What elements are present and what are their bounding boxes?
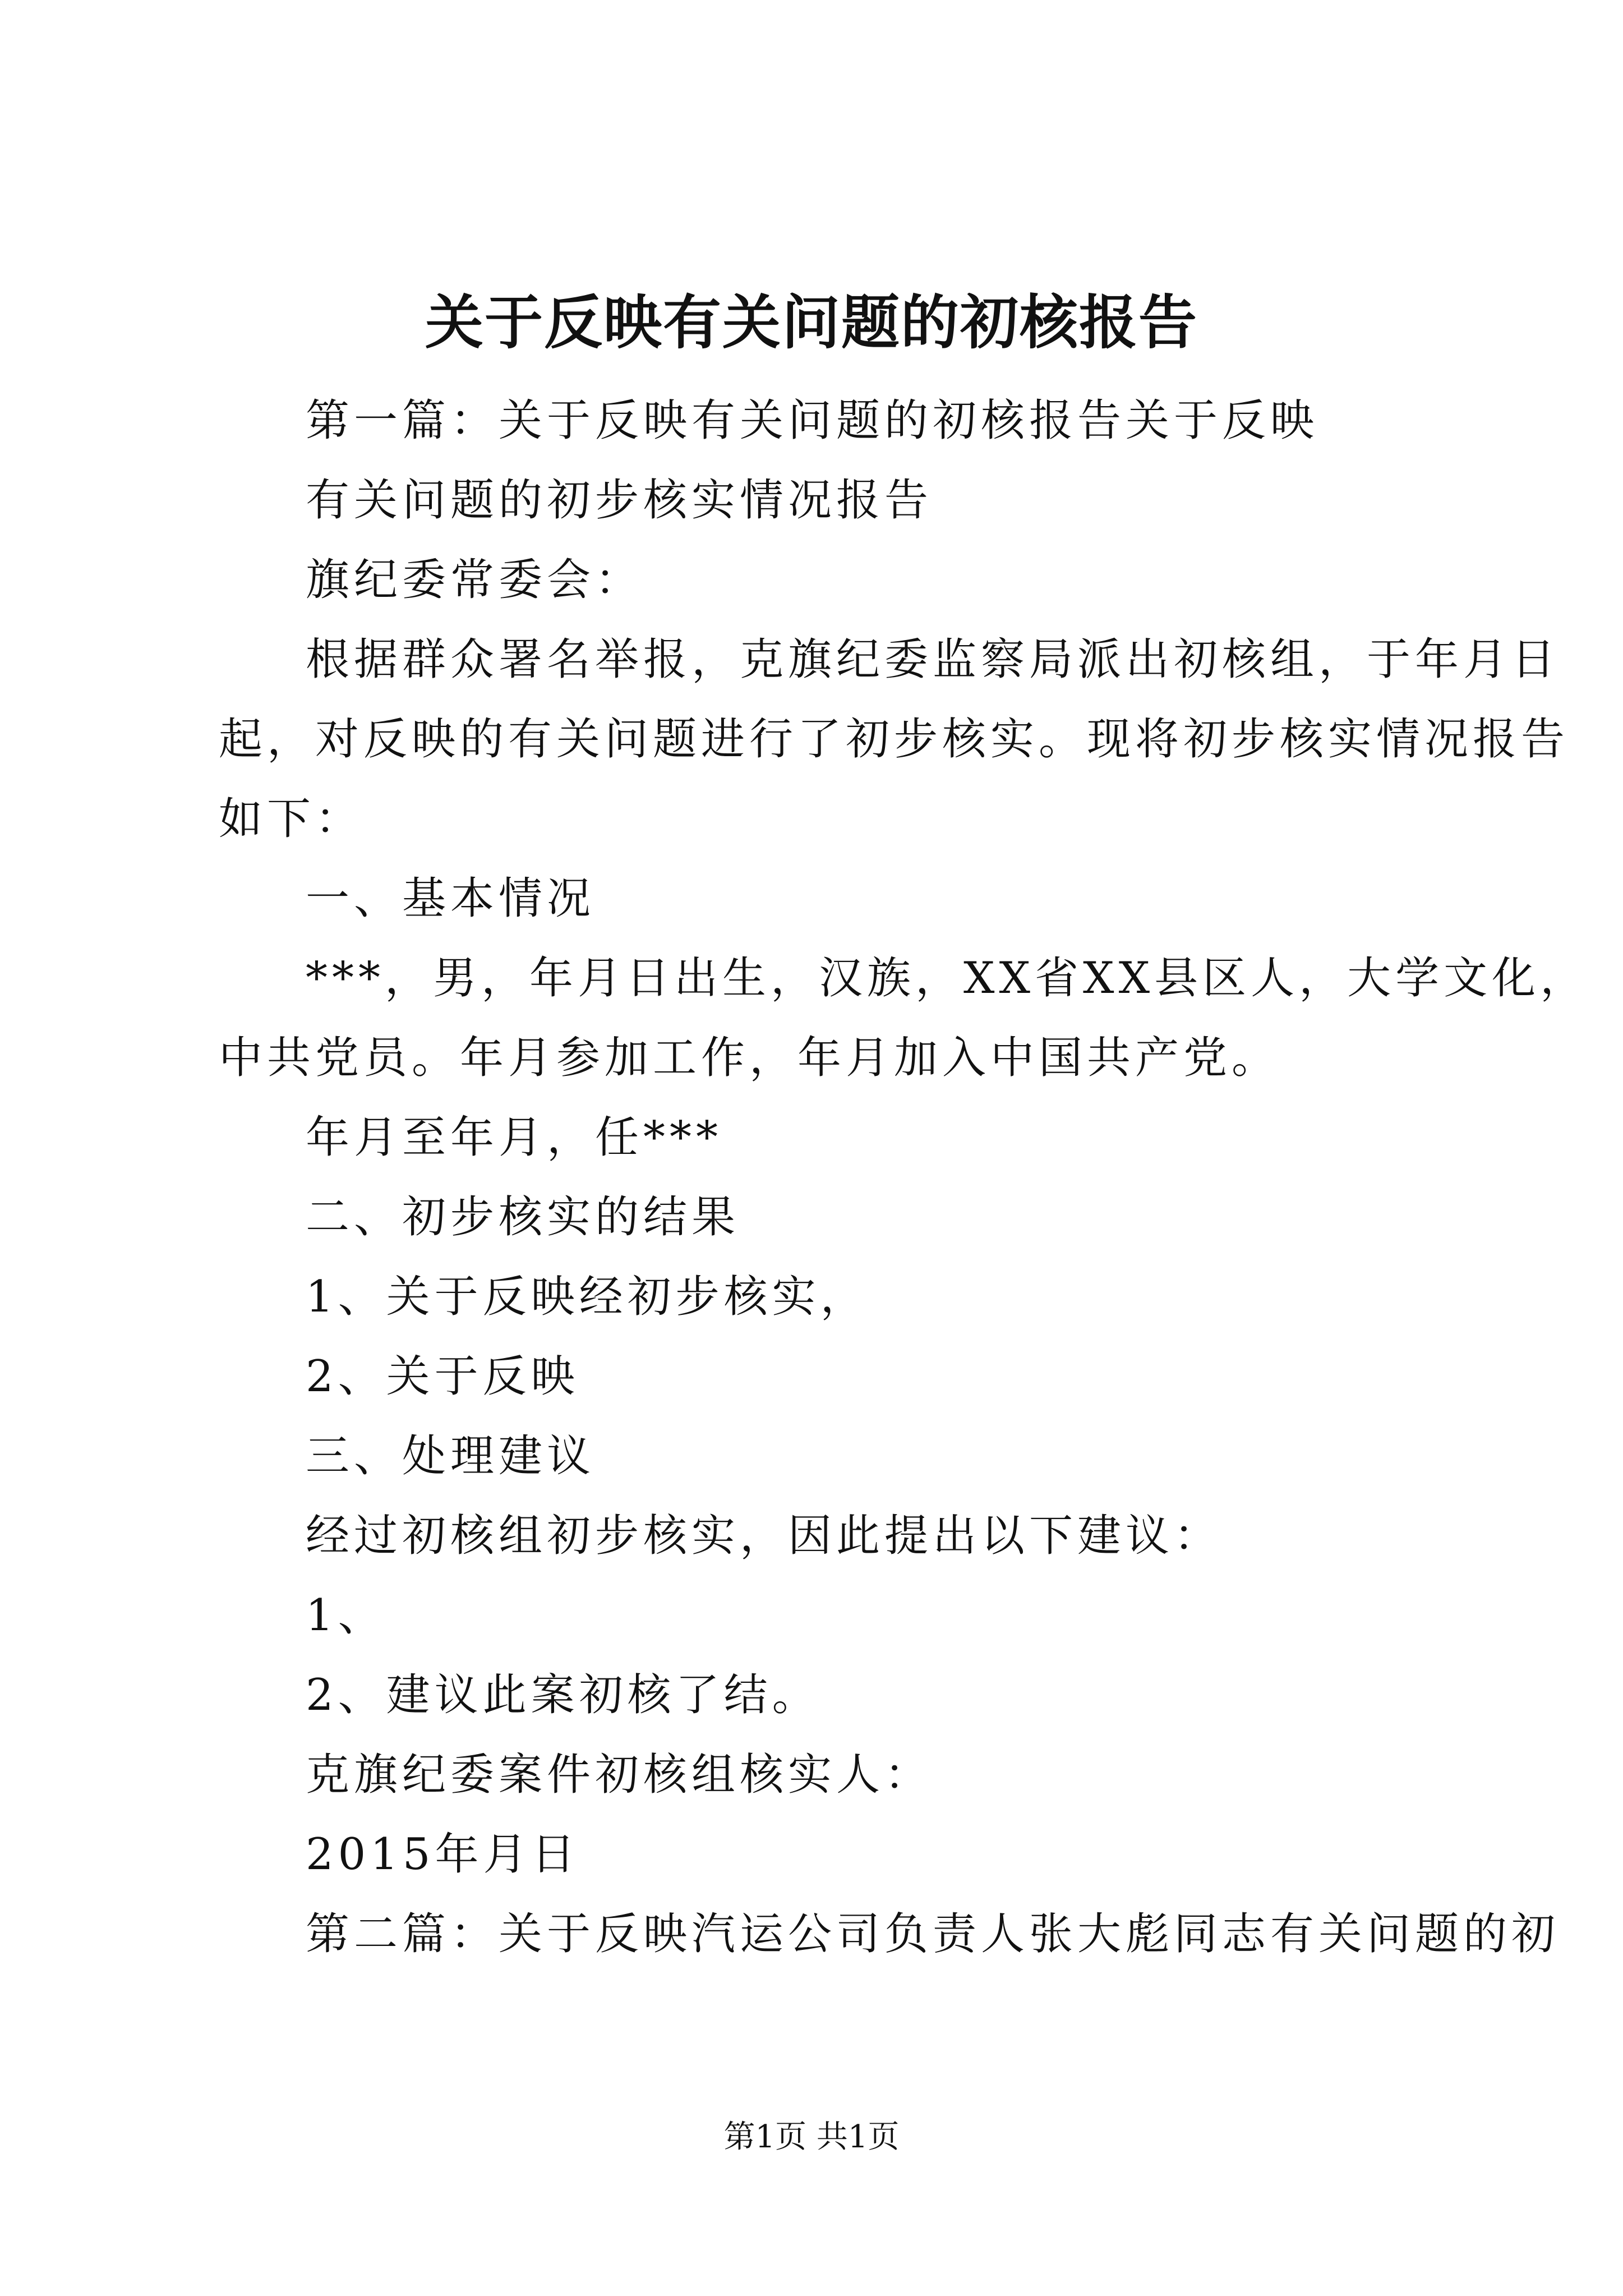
text-line: 中共党员。年月参加工作，年月加入中国共产党。 [219,1033,1280,1083]
text-line: 二、初步核实的结果 [306,1192,740,1243]
text-line: 第二篇：关于反映汽运公司负责人张大彪同志有关问题的初 [306,1909,1560,1959]
text-line: 克旗纪委案件初核组核实人： [306,1750,933,1800]
text-line: 1、关于反映经初步核实， [306,1272,869,1322]
document-title: 关于反映有关问题的初核报告 [425,288,1198,357]
text-line: 起，对反映的有关问题进行了初步核实。现将初步核实情况报告 [219,714,1570,765]
text-line: 旗纪委常委会： [306,555,644,605]
text-line: 一、基本情况 [306,873,596,924]
text-line: 根据群众署名举报，克旗纪委监察局派出初核组，于年月日 [306,634,1560,685]
text-line: 2、建议此案初核了结。 [306,1670,820,1720]
text-line: 1、 [306,1590,386,1641]
text-line: 有关问题的初步核实情况报告 [306,475,933,526]
text-line: ***，男，年月日出生，汉族，XX省XX县区人，大学文化， [306,953,1589,1004]
text-line: 如下： [219,794,364,844]
text-line: 三、处理建议 [306,1431,596,1481]
text-line: 经过初核组初步核实，因此提出以下建议： [306,1511,1223,1561]
text-line: 2015年月日 [306,1829,580,1880]
page-footer: 第1页 共1页 [723,2119,900,2155]
text-line: 年月至年月，任*** [306,1112,723,1163]
text-line: 第一篇：关于反映有关问题的初核报告关于反映 [306,395,1319,446]
text-line: 2、关于反映 [306,1351,579,1402]
